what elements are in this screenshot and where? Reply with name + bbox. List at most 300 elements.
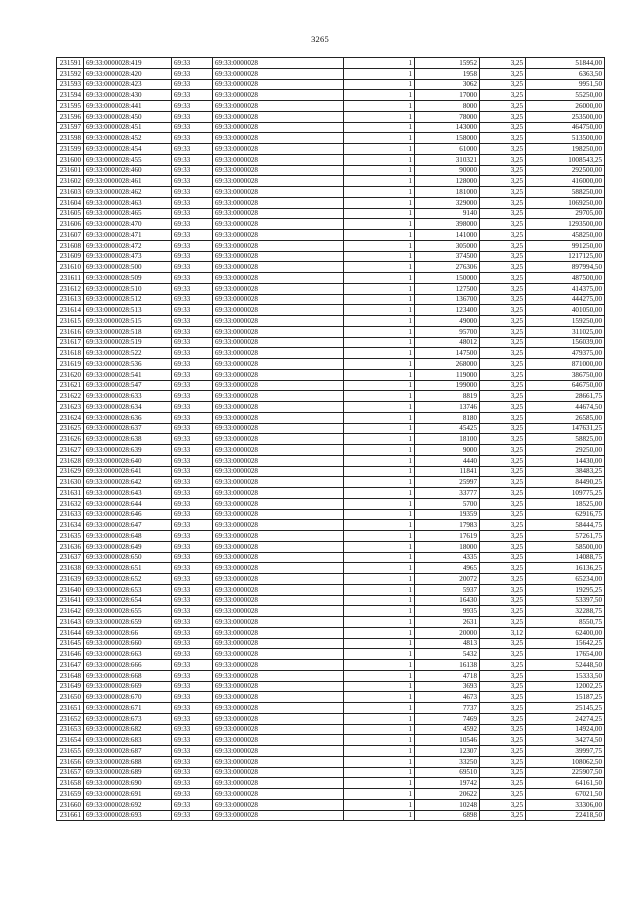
object-count-cell: 1 [344,402,415,413]
cadastral-value-cell: 62916,75 [526,509,605,520]
cadastral-value-cell: 401050,00 [526,305,605,316]
cadastral-block-cell: 69:33:0000028 [213,552,344,563]
cadastral-district-cell: 69:33 [172,412,213,423]
area-value-cell: 16138 [415,660,480,671]
row-number-cell: 231594 [57,90,84,101]
table-row [57,627,605,638]
object-count-cell: 1 [344,541,415,552]
cadastral-number-cell: 69:33:0000028:423 [84,79,172,90]
cadastral-number-cell: 69:33:0000028:666 [84,660,172,671]
cadastral-value-cell: 1069250,00 [526,197,605,208]
table-row [57,176,605,187]
page-number: 3265 [311,34,329,44]
cadastral-number-cell: 69:33:0000028:692 [84,799,172,810]
table-row [57,208,605,219]
area-value-cell: 9140 [415,208,480,219]
rate-value-cell: 3,25 [480,58,526,69]
table-row [57,810,605,821]
object-count-cell: 1 [344,498,415,509]
table-row [57,101,605,112]
cadastral-district-cell: 69:33 [172,144,213,155]
object-count-cell: 1 [344,767,415,778]
rate-value-cell: 3,25 [480,337,526,348]
cadastral-block-cell: 69:33:0000028 [213,187,344,198]
cadastral-district-cell: 69:33 [172,584,213,595]
cadastral-district-cell: 69:33 [172,68,213,79]
object-count-cell: 1 [344,165,415,176]
table-row [57,154,605,165]
cadastral-district-cell: 69:33 [172,574,213,585]
table-row [57,262,605,273]
area-value-cell: 48012 [415,337,480,348]
area-value-cell: 5937 [415,584,480,595]
rate-value-cell: 3,25 [480,799,526,810]
cadastral-block-cell: 69:33:0000028 [213,79,344,90]
cadastral-district-cell: 69:33 [172,122,213,133]
cadastral-number-cell: 69:33:0000028:689 [84,767,172,778]
rate-value-cell: 3,25 [480,283,526,294]
cadastral-value-cell: 897994,50 [526,262,605,273]
cadastral-block-cell: 69:33:0000028 [213,789,344,800]
row-number-cell: 231591 [57,58,84,69]
rate-value-cell: 3,25 [480,498,526,509]
cadastral-value-cell: 253500,00 [526,111,605,122]
object-count-cell: 1 [344,240,415,251]
cadastral-number-cell: 69:33:0000028:541 [84,369,172,380]
area-value-cell: 95700 [415,326,480,337]
object-count-cell: 1 [344,316,415,327]
cadastral-number-cell: 69:33:0000028:670 [84,692,172,703]
cadastral-district-cell: 69:33 [172,789,213,800]
rate-value-cell: 3,25 [480,197,526,208]
cadastral-district-cell: 69:33 [172,799,213,810]
row-number-cell: 231615 [57,316,84,327]
cadastral-value-cell: 487500,00 [526,273,605,284]
area-value-cell: 7469 [415,713,480,724]
row-number-cell: 231639 [57,574,84,585]
table-row [57,369,605,380]
area-value-cell: 17983 [415,520,480,531]
cadastral-value-cell: 17654,00 [526,649,605,660]
cadastral-block-cell: 69:33:0000028 [213,101,344,112]
cadastral-number-cell: 69:33:0000028:642 [84,477,172,488]
cadastral-district-cell: 69:33 [172,90,213,101]
table-row [57,692,605,703]
cadastral-block-cell: 69:33:0000028 [213,617,344,628]
cadastral-district-cell: 69:33 [172,79,213,90]
row-number-cell: 231627 [57,445,84,456]
cadastral-value-table [56,57,605,821]
object-count-cell: 1 [344,746,415,757]
area-value-cell: 4440 [415,455,480,466]
table-row [57,455,605,466]
row-number-cell: 231600 [57,154,84,165]
rate-value-cell: 3,25 [480,789,526,800]
row-number-cell: 231621 [57,380,84,391]
area-value-cell: 90000 [415,165,480,176]
cadastral-block-cell: 69:33:0000028 [213,466,344,477]
cadastral-number-cell: 69:33:0000028:515 [84,316,172,327]
area-value-cell: 329000 [415,197,480,208]
object-count-cell: 1 [344,799,415,810]
table-row [57,316,605,327]
area-value-cell: 141000 [415,230,480,241]
cadastral-district-cell: 69:33 [172,423,213,434]
object-count-cell: 1 [344,176,415,187]
cadastral-block-cell: 69:33:0000028 [213,219,344,230]
row-number-cell: 231654 [57,735,84,746]
row-number-cell: 231646 [57,649,84,660]
cadastral-block-cell: 69:33:0000028 [213,58,344,69]
table-row [57,703,605,714]
cadastral-block-cell: 69:33:0000028 [213,337,344,348]
cadastral-number-cell: 69:33:0000028:470 [84,219,172,230]
cadastral-district-cell: 69:33 [172,337,213,348]
cadastral-value-cell: 108062,50 [526,756,605,767]
object-count-cell: 1 [344,713,415,724]
table-row [57,434,605,445]
object-count-cell: 1 [344,197,415,208]
row-number-cell: 231604 [57,197,84,208]
cadastral-block-cell: 69:33:0000028 [213,477,344,488]
rate-value-cell: 3,25 [480,122,526,133]
rate-value-cell: 3,25 [480,445,526,456]
cadastral-district-cell: 69:33 [172,692,213,703]
cadastral-number-cell: 69:33:0000028:461 [84,176,172,187]
cadastral-value-cell: 29705,00 [526,208,605,219]
rate-value-cell: 3,25 [480,703,526,714]
cadastral-district-cell: 69:33 [172,133,213,144]
cadastral-value-cell: 15187,25 [526,692,605,703]
table-row [57,240,605,251]
table-row [57,294,605,305]
cadastral-value-cell: 65234,00 [526,574,605,585]
row-number-cell: 231626 [57,434,84,445]
table-row [57,305,605,316]
rate-value-cell: 3,25 [480,369,526,380]
row-number-cell: 231632 [57,498,84,509]
cadastral-value-cell: 464750,00 [526,122,605,133]
area-value-cell: 17619 [415,531,480,542]
cadastral-block-cell: 69:33:0000028 [213,412,344,423]
row-number-cell: 231637 [57,552,84,563]
cadastral-value-cell: 444275,00 [526,294,605,305]
cadastral-number-cell: 69:33:0000028:639 [84,445,172,456]
cadastral-district-cell: 69:33 [172,746,213,757]
cadastral-number-cell: 69:33:0000028:455 [84,154,172,165]
cadastral-district-cell: 69:33 [172,606,213,617]
row-number-cell: 231608 [57,240,84,251]
cadastral-block-cell: 69:33:0000028 [213,746,344,757]
row-number-cell: 231610 [57,262,84,273]
object-count-cell: 1 [344,144,415,155]
object-count-cell: 1 [344,68,415,79]
cadastral-number-cell: 69:33:0000028:454 [84,144,172,155]
cadastral-block-cell: 69:33:0000028 [213,520,344,531]
cadastral-number-cell: 69:33:0000028:669 [84,681,172,692]
cadastral-district-cell: 69:33 [172,251,213,262]
cadastral-value-cell: 15333,50 [526,670,605,681]
cadastral-value-cell: 198250,00 [526,144,605,155]
cadastral-block-cell: 69:33:0000028 [213,423,344,434]
area-value-cell: 136700 [415,294,480,305]
row-number-cell: 231593 [57,79,84,90]
cadastral-block-cell: 69:33:0000028 [213,165,344,176]
cadastral-value-cell: 29250,00 [526,445,605,456]
area-value-cell: 199000 [415,380,480,391]
rate-value-cell: 3,12 [480,627,526,638]
area-value-cell: 33777 [415,488,480,499]
cadastral-block-cell: 69:33:0000028 [213,68,344,79]
object-count-cell: 1 [344,58,415,69]
rate-value-cell: 3,25 [480,584,526,595]
rate-value-cell: 3,25 [480,240,526,251]
cadastral-district-cell: 69:33 [172,488,213,499]
rate-value-cell: 3,25 [480,574,526,585]
cadastral-block-cell: 69:33:0000028 [213,606,344,617]
cadastral-number-cell: 69:33:0000028:636 [84,412,172,423]
row-number-cell: 231601 [57,165,84,176]
cadastral-number-cell: 69:33:0000028:673 [84,713,172,724]
area-value-cell: 10546 [415,735,480,746]
cadastral-block-cell: 69:33:0000028 [213,681,344,692]
cadastral-number-cell: 69:33:0000028:682 [84,724,172,735]
area-value-cell: 16430 [415,595,480,606]
rate-value-cell: 3,25 [480,541,526,552]
cadastral-number-cell: 69:33:0000028:648 [84,531,172,542]
table-row [57,197,605,208]
rate-value-cell: 3,25 [480,660,526,671]
table-row [57,283,605,294]
cadastral-value-cell: 386750,00 [526,369,605,380]
cadastral-district-cell: 69:33 [172,756,213,767]
table-row [57,273,605,284]
rate-value-cell: 3,25 [480,746,526,757]
cadastral-value-cell: 588250,00 [526,187,605,198]
cadastral-number-cell: 69:33:0000028:637 [84,423,172,434]
cadastral-block-cell: 69:33:0000028 [213,767,344,778]
table-row [57,799,605,810]
cadastral-number-cell: 69:33:0000028:683 [84,735,172,746]
rate-value-cell: 3,25 [480,101,526,112]
object-count-cell: 1 [344,584,415,595]
table-row [57,617,605,628]
cadastral-block-cell: 69:33:0000028 [213,133,344,144]
area-value-cell: 398000 [415,219,480,230]
cadastral-block-cell: 69:33:0000028 [213,638,344,649]
rate-value-cell: 3,25 [480,230,526,241]
cadastral-value-cell: 28661,75 [526,391,605,402]
row-number-cell: 231595 [57,101,84,112]
area-value-cell: 11841 [415,466,480,477]
cadastral-block-cell: 69:33:0000028 [213,563,344,574]
cadastral-block-cell: 69:33:0000028 [213,713,344,724]
cadastral-value-cell: 58500,00 [526,541,605,552]
cadastral-district-cell: 69:33 [172,627,213,638]
area-value-cell: 276306 [415,262,480,273]
rate-value-cell: 3,25 [480,767,526,778]
cadastral-block-cell: 69:33:0000028 [213,488,344,499]
area-value-cell: 19742 [415,778,480,789]
rate-value-cell: 3,25 [480,208,526,219]
row-number-cell: 231611 [57,273,84,284]
area-value-cell: 49000 [415,316,480,327]
cadastral-block-cell: 69:33:0000028 [213,380,344,391]
area-value-cell: 20072 [415,574,480,585]
cadastral-block-cell: 69:33:0000028 [213,735,344,746]
rate-value-cell: 3,25 [480,520,526,531]
cadastral-number-cell: 69:33:0000028:522 [84,348,172,359]
object-count-cell: 1 [344,412,415,423]
row-number-cell: 231631 [57,488,84,499]
cadastral-district-cell: 69:33 [172,670,213,681]
table-row [57,466,605,477]
cadastral-number-cell: 69:33:0000028:654 [84,595,172,606]
table-row [57,58,605,69]
cadastral-value-cell: 24274,25 [526,713,605,724]
area-value-cell: 8819 [415,391,480,402]
table-row [57,789,605,800]
area-value-cell: 2631 [415,617,480,628]
cadastral-number-cell: 69:33:0000028:647 [84,520,172,531]
table-row [57,445,605,456]
cadastral-district-cell: 69:33 [172,283,213,294]
row-number-cell: 231599 [57,144,84,155]
row-number-cell: 231643 [57,617,84,628]
cadastral-block-cell: 69:33:0000028 [213,240,344,251]
cadastral-value-cell: 57261,75 [526,531,605,542]
cadastral-district-cell: 69:33 [172,316,213,327]
object-count-cell: 1 [344,359,415,370]
cadastral-district-cell: 69:33 [172,294,213,305]
object-count-cell: 1 [344,262,415,273]
cadastral-number-cell: 69:33:0000028:638 [84,434,172,445]
cadastral-district-cell: 69:33 [172,391,213,402]
cadastral-value-cell: 8550,75 [526,617,605,628]
cadastral-block-cell: 69:33:0000028 [213,541,344,552]
object-count-cell: 1 [344,337,415,348]
table-row [57,380,605,391]
row-number-cell: 231642 [57,606,84,617]
cadastral-block-cell: 69:33:0000028 [213,305,344,316]
cadastral-block-cell: 69:33:0000028 [213,670,344,681]
cadastral-district-cell: 69:33 [172,208,213,219]
cadastral-block-cell: 69:33:0000028 [213,434,344,445]
cadastral-block-cell: 69:33:0000028 [213,649,344,660]
area-value-cell: 33250 [415,756,480,767]
cadastral-district-cell: 69:33 [172,197,213,208]
cadastral-number-cell: 69:33:0000028:643 [84,488,172,499]
cadastral-number-cell: 69:33:0000028:66 [84,627,172,638]
table-row [57,660,605,671]
table-body [57,58,605,821]
cadastral-number-cell: 69:33:0000028:655 [84,606,172,617]
cadastral-district-cell: 69:33 [172,165,213,176]
area-value-cell: 150000 [415,273,480,284]
row-number-cell: 231606 [57,219,84,230]
row-number-cell: 231607 [57,230,84,241]
cadastral-number-cell: 69:33:0000028:512 [84,294,172,305]
table-row [57,122,605,133]
rate-value-cell: 3,25 [480,423,526,434]
object-count-cell: 1 [344,563,415,574]
object-count-cell: 1 [344,283,415,294]
object-count-cell: 1 [344,369,415,380]
object-count-cell: 1 [344,208,415,219]
cadastral-number-cell: 69:33:0000028:419 [84,58,172,69]
cadastral-district-cell: 69:33 [172,369,213,380]
cadastral-district-cell: 69:33 [172,348,213,359]
area-value-cell: 4592 [415,724,480,735]
cadastral-district-cell: 69:33 [172,445,213,456]
cadastral-district-cell: 69:33 [172,703,213,714]
object-count-cell: 1 [344,627,415,638]
cadastral-block-cell: 69:33:0000028 [213,144,344,155]
area-value-cell: 374500 [415,251,480,262]
table-row [57,412,605,423]
table-row [57,187,605,198]
object-count-cell: 1 [344,724,415,735]
row-number-cell: 231602 [57,176,84,187]
cadastral-number-cell: 69:33:0000028:641 [84,466,172,477]
cadastral-value-cell: 292500,00 [526,165,605,176]
area-value-cell: 127500 [415,283,480,294]
cadastral-district-cell: 69:33 [172,111,213,122]
row-number-cell: 231596 [57,111,84,122]
cadastral-value-cell: 991250,00 [526,240,605,251]
row-number-cell: 231641 [57,595,84,606]
cadastral-value-cell: 16136,25 [526,563,605,574]
cadastral-district-cell: 69:33 [172,58,213,69]
table-row [57,746,605,757]
row-number-cell: 231605 [57,208,84,219]
cadastral-value-cell: 14924,00 [526,724,605,735]
rate-value-cell: 3,25 [480,638,526,649]
cadastral-block-cell: 69:33:0000028 [213,348,344,359]
rate-value-cell: 3,25 [480,176,526,187]
cadastral-value-cell: 1217125,00 [526,251,605,262]
cadastral-number-cell: 69:33:0000028:452 [84,133,172,144]
row-number-cell: 231625 [57,423,84,434]
cadastral-value-cell: 458250,00 [526,230,605,241]
rate-value-cell: 3,25 [480,165,526,176]
area-value-cell: 128000 [415,176,480,187]
row-number-cell: 231603 [57,187,84,198]
object-count-cell: 1 [344,79,415,90]
cadastral-value-cell: 15642,25 [526,638,605,649]
table-row [57,724,605,735]
rate-value-cell: 3,25 [480,79,526,90]
row-number-cell: 231636 [57,541,84,552]
cadastral-number-cell: 69:33:0000028:460 [84,165,172,176]
row-number-cell: 231633 [57,509,84,520]
object-count-cell: 1 [344,273,415,284]
table-row [57,133,605,144]
cadastral-block-cell: 69:33:0000028 [213,251,344,262]
row-number-cell: 231620 [57,369,84,380]
object-count-cell: 1 [344,617,415,628]
rate-value-cell: 3,25 [480,380,526,391]
cadastral-number-cell: 69:33:0000028:650 [84,552,172,563]
object-count-cell: 1 [344,391,415,402]
rate-value-cell: 3,25 [480,133,526,144]
cadastral-district-cell: 69:33 [172,520,213,531]
row-number-cell: 231613 [57,294,84,305]
cadastral-district-cell: 69:33 [172,326,213,337]
cadastral-district-cell: 69:33 [172,810,213,821]
cadastral-value-cell: 14088,75 [526,552,605,563]
row-number-cell: 231592 [57,68,84,79]
